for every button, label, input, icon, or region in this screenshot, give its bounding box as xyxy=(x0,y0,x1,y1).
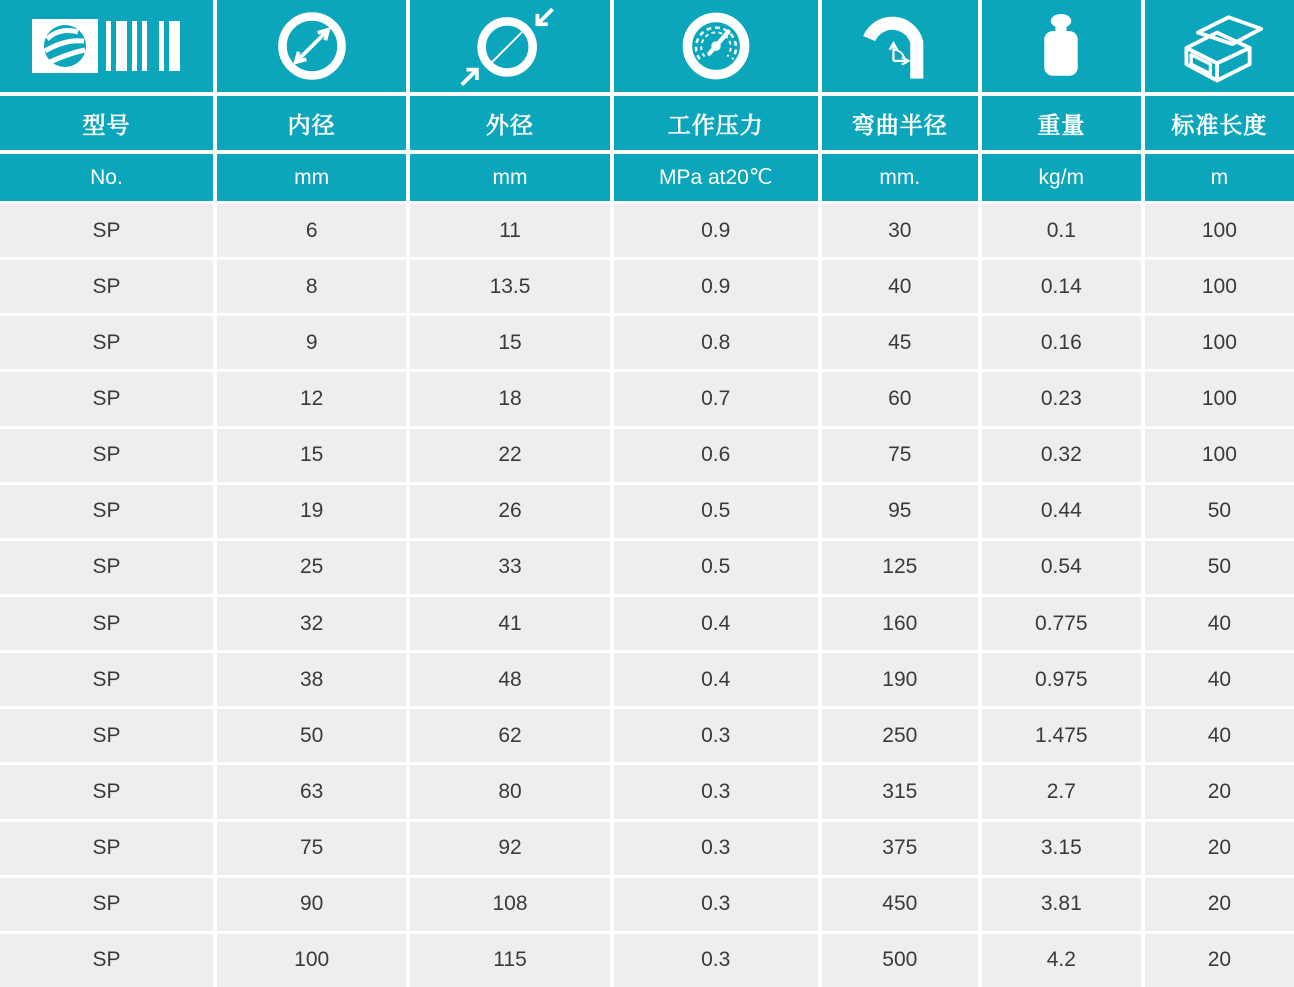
table-row xyxy=(0,372,1294,425)
column-label-outer-diameter: 外径 xyxy=(410,96,609,150)
cell-inner-diameter: 25 xyxy=(217,541,406,594)
cell-working-pressure: 0.8 xyxy=(614,316,818,369)
cell-inner-diameter: 50 xyxy=(217,709,406,762)
cell-standard-length: 50 xyxy=(1145,541,1294,594)
cell-weight: 0.23 xyxy=(982,372,1141,425)
cell-standard-length: 20 xyxy=(1145,878,1294,931)
cell-bend-radius: 30 xyxy=(822,204,978,257)
column-label-model: 型号 xyxy=(0,96,213,150)
weight-icon xyxy=(1022,7,1100,85)
cell-model: SP xyxy=(0,597,213,650)
cell-working-pressure: 0.7 xyxy=(614,372,818,425)
cell-inner-diameter: 8 xyxy=(217,260,406,313)
cell-working-pressure: 0.3 xyxy=(614,822,818,875)
cell-outer-diameter: 13.5 xyxy=(410,260,609,313)
cell-model: SP xyxy=(0,653,213,706)
table-row xyxy=(0,260,1294,313)
cell-working-pressure: 0.6 xyxy=(614,429,818,482)
cell-weight: 0.14 xyxy=(982,260,1141,313)
bend-radius-icon xyxy=(858,4,942,88)
cell-weight: 0.54 xyxy=(982,541,1141,594)
cell-bend-radius: 315 xyxy=(822,765,978,818)
cell-weight: 2.7 xyxy=(982,765,1141,818)
cell-inner-diameter: 12 xyxy=(217,372,406,425)
cell-outer-diameter: 15 xyxy=(410,316,609,369)
table-row xyxy=(0,316,1294,369)
cell-standard-length: 40 xyxy=(1145,653,1294,706)
table-row xyxy=(0,541,1294,594)
package-box-icon xyxy=(1173,5,1265,87)
cell-standard-length: 100 xyxy=(1145,316,1294,369)
table-row xyxy=(0,597,1294,650)
column-label-weight: 重量 xyxy=(982,96,1141,150)
column-unit-standard-length: m xyxy=(1145,154,1294,201)
cell-weight: 0.44 xyxy=(982,485,1141,538)
icon-header-row xyxy=(0,0,1294,92)
cell-weight: 1.475 xyxy=(982,709,1141,762)
cell-bend-radius: 125 xyxy=(822,541,978,594)
column-label-bend-radius: 弯曲半径 xyxy=(822,96,978,150)
cell-model: SP xyxy=(0,316,213,369)
column-label-inner-diameter: 内径 xyxy=(217,96,406,150)
pressure-gauge-icon xyxy=(676,6,756,86)
cell-working-pressure: 0.9 xyxy=(614,204,818,257)
cell-outer-diameter: 62 xyxy=(410,709,609,762)
cell-model: SP xyxy=(0,934,213,987)
cell-standard-length: 100 xyxy=(1145,429,1294,482)
cell-inner-diameter: 100 xyxy=(217,934,406,987)
cell-weight: 3.15 xyxy=(982,822,1141,875)
column-unit-inner-diameter: mm xyxy=(217,154,406,201)
cell-standard-length: 40 xyxy=(1145,597,1294,650)
cell-bend-radius: 450 xyxy=(822,878,978,931)
cell-weight: 3.81 xyxy=(982,878,1141,931)
cell-inner-diameter: 75 xyxy=(217,822,406,875)
table-row xyxy=(0,878,1294,931)
cell-model: SP xyxy=(0,878,213,931)
table-row xyxy=(0,429,1294,482)
cell-bend-radius: 60 xyxy=(822,372,978,425)
cell-inner-diameter: 32 xyxy=(217,597,406,650)
cell-bend-radius: 95 xyxy=(822,485,978,538)
table-row xyxy=(0,485,1294,538)
table-row xyxy=(0,709,1294,762)
cell-weight: 0.775 xyxy=(982,597,1141,650)
cell-standard-length: 20 xyxy=(1145,822,1294,875)
cell-outer-diameter: 115 xyxy=(410,934,609,987)
table-row xyxy=(0,934,1294,987)
cell-bend-radius: 75 xyxy=(822,429,978,482)
cell-standard-length: 100 xyxy=(1145,204,1294,257)
cell-working-pressure: 0.4 xyxy=(614,597,818,650)
cell-bend-radius: 190 xyxy=(822,653,978,706)
cell-bend-radius: 250 xyxy=(822,709,978,762)
icon-cell-outer-diameter xyxy=(410,0,609,92)
cell-working-pressure: 0.3 xyxy=(614,765,818,818)
cell-working-pressure: 0.9 xyxy=(614,260,818,313)
outer-diameter-icon xyxy=(458,3,562,89)
column-unit-outer-diameter: mm xyxy=(410,154,609,201)
table-row xyxy=(0,204,1294,257)
icon-cell-model xyxy=(0,0,213,92)
cell-weight: 0.32 xyxy=(982,429,1141,482)
column-unit-bend-radius: mm. xyxy=(822,154,978,201)
cell-outer-diameter: 48 xyxy=(410,653,609,706)
icon-cell-bend-radius xyxy=(822,0,978,92)
icon-cell-working-pressure xyxy=(614,0,818,92)
icon-cell-standard-length xyxy=(1145,0,1294,92)
column-label-working-pressure: 工作压力 xyxy=(614,96,818,150)
cell-outer-diameter: 18 xyxy=(410,372,609,425)
cell-outer-diameter: 92 xyxy=(410,822,609,875)
icon-cell-inner-diameter xyxy=(217,0,406,92)
cell-weight: 0.16 xyxy=(982,316,1141,369)
cell-model: SP xyxy=(0,765,213,818)
cell-bend-radius: 500 xyxy=(822,934,978,987)
cell-standard-length: 100 xyxy=(1145,260,1294,313)
cell-outer-diameter: 41 xyxy=(410,597,609,650)
cell-standard-length: 50 xyxy=(1145,485,1294,538)
cell-outer-diameter: 22 xyxy=(410,429,609,482)
cell-bend-radius: 45 xyxy=(822,316,978,369)
cell-weight: 0.1 xyxy=(982,204,1141,257)
cell-model: SP xyxy=(0,204,213,257)
cell-model: SP xyxy=(0,429,213,482)
table-row xyxy=(0,653,1294,706)
cell-outer-diameter: 108 xyxy=(410,878,609,931)
column-unit-working-pressure: MPa at20℃ xyxy=(614,154,818,201)
cell-inner-diameter: 6 xyxy=(217,204,406,257)
cell-model: SP xyxy=(0,709,213,762)
table-row xyxy=(0,765,1294,818)
cell-bend-radius: 375 xyxy=(822,822,978,875)
column-unit-model: No. xyxy=(0,154,213,201)
cell-standard-length: 40 xyxy=(1145,709,1294,762)
column-unit-weight: kg/m xyxy=(982,154,1141,201)
cell-model: SP xyxy=(0,485,213,538)
cell-outer-diameter: 26 xyxy=(410,485,609,538)
cell-inner-diameter: 19 xyxy=(217,485,406,538)
cell-outer-diameter: 11 xyxy=(410,204,609,257)
cell-working-pressure: 0.3 xyxy=(614,934,818,987)
cell-working-pressure: 0.4 xyxy=(614,653,818,706)
cell-working-pressure: 0.5 xyxy=(614,541,818,594)
cell-standard-length: 100 xyxy=(1145,372,1294,425)
cell-working-pressure: 0.3 xyxy=(614,709,818,762)
cell-bend-radius: 160 xyxy=(822,597,978,650)
cell-model: SP xyxy=(0,822,213,875)
brand-barcode-icon xyxy=(32,15,180,77)
inner-diameter-icon xyxy=(272,6,352,86)
cell-bend-radius: 40 xyxy=(822,260,978,313)
cell-model: SP xyxy=(0,260,213,313)
cell-standard-length: 20 xyxy=(1145,934,1294,987)
icon-cell-weight xyxy=(982,0,1141,92)
cell-inner-diameter: 9 xyxy=(217,316,406,369)
cell-inner-diameter: 90 xyxy=(217,878,406,931)
cell-standard-length: 20 xyxy=(1145,765,1294,818)
cell-working-pressure: 0.3 xyxy=(614,878,818,931)
table-row xyxy=(0,822,1294,875)
label-header-row xyxy=(0,96,1294,150)
column-label-standard-length: 标准长度 xyxy=(1145,96,1294,150)
cell-inner-diameter: 38 xyxy=(217,653,406,706)
cell-weight: 4.2 xyxy=(982,934,1141,987)
cell-inner-diameter: 63 xyxy=(217,765,406,818)
unit-header-row xyxy=(0,154,1294,201)
cell-model: SP xyxy=(0,541,213,594)
cell-inner-diameter: 15 xyxy=(217,429,406,482)
cell-weight: 0.975 xyxy=(982,653,1141,706)
cell-outer-diameter: 80 xyxy=(410,765,609,818)
cell-outer-diameter: 33 xyxy=(410,541,609,594)
cell-model: SP xyxy=(0,372,213,425)
cell-working-pressure: 0.5 xyxy=(614,485,818,538)
